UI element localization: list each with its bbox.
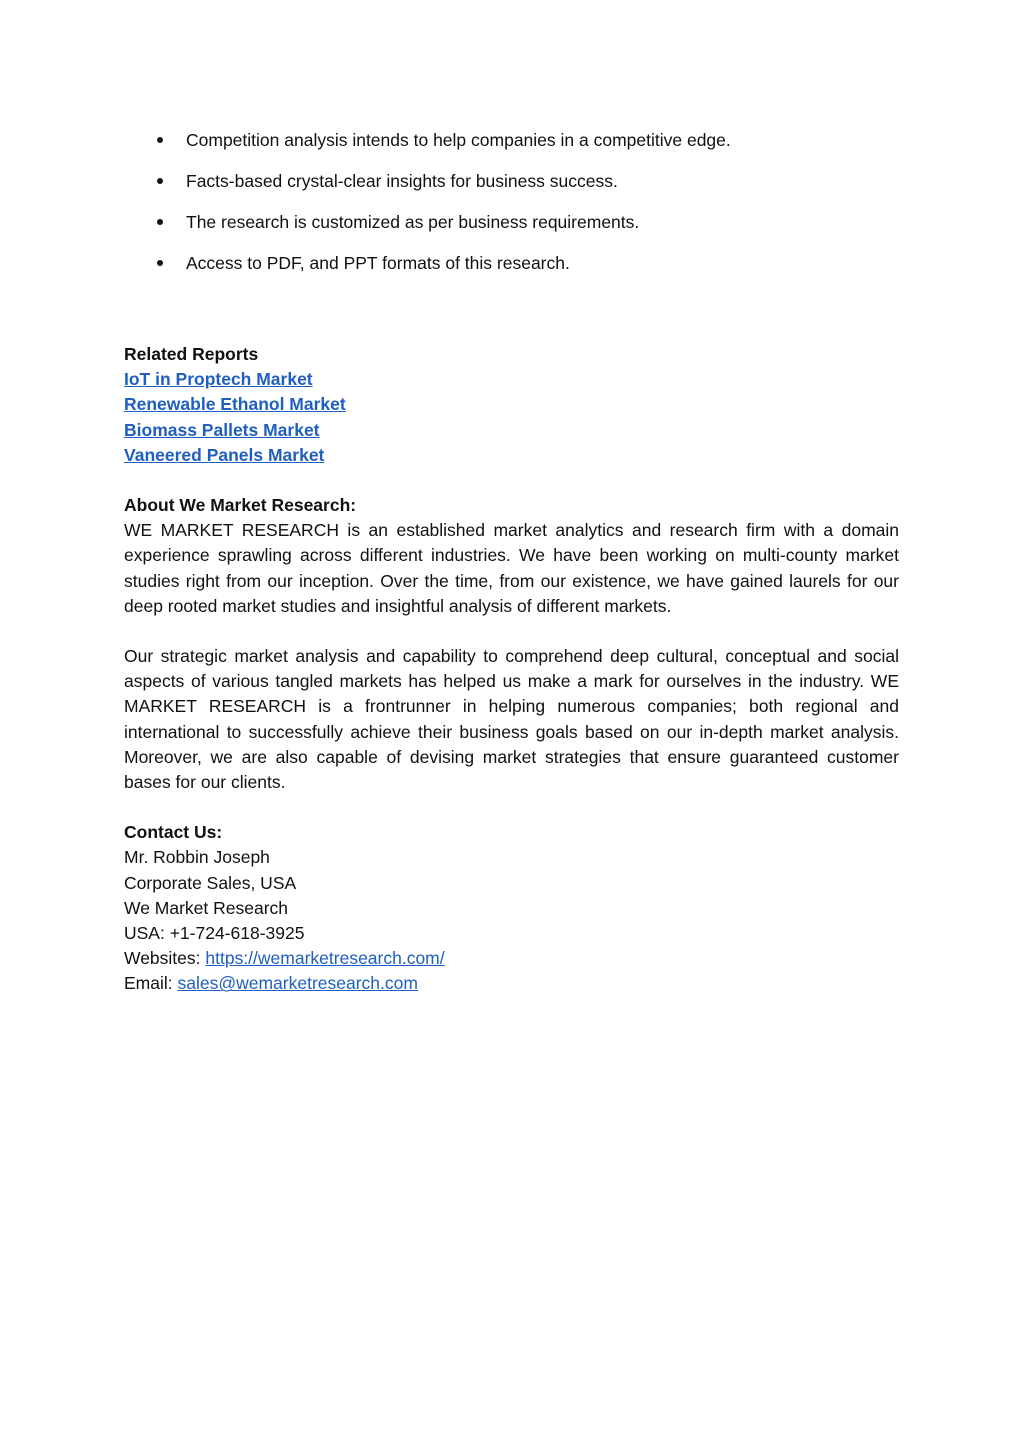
list-item-text: Access to PDF, and PPT formats of this research. [186,253,570,273]
website-link[interactable]: https://wemarketresearch.com/ [205,948,445,969]
email-link[interactable]: sales@wemarketresearch.com [177,973,418,994]
contact-role: Corporate Sales, USA [124,872,297,893]
bullet-icon [157,178,163,184]
list-item [124,243,899,284]
about-heading: About We Market Research: [124,495,357,516]
contact-phone: USA: +1-724-618-3925 [124,923,305,944]
contact-heading: Contact Us: [124,822,223,843]
bullet-icon [157,260,163,266]
list-item-text: Competition analysis intends to help companies in a competitive edge. [186,130,731,150]
related-report-link[interactable]: IoT in Proptech Market [124,369,313,390]
contact-section [124,820,899,996]
related-report-link[interactable]: Renewable Ethanol Market [124,394,346,415]
bullet-icon [157,219,163,225]
email-label: Email: [124,973,178,994]
related-report-link[interactable]: Biomass Pallets Market [124,419,320,440]
about-section [124,493,899,795]
related-reports-heading: Related Reports [124,344,259,364]
contact-website-row [124,946,899,971]
related-reports-section [124,342,899,468]
list-item-text: Facts-based crystal-clear insights for business success. [186,171,618,191]
document-page [124,120,899,997]
list-item [124,161,899,202]
bullet-icon [157,137,163,143]
contact-name: Mr. Robbin Joseph [124,847,270,868]
website-label: Websites: [124,948,206,969]
related-report-link[interactable]: Vaneered Panels Market [124,444,325,465]
about-paragraph: Our strategic market analysis and capability to comprehend deep cultural, conceptual and social aspects of various tangled markets has helped us make a mark for ourselves in the industry. WE MARKET RESEARCH is a frontrunner in helping numerous companies; both regional and international to successfully achieve their business goals based on our in-depth market analysis. Moreover, we are also capable of devising market strategies that ensure guaranteed customer bases for our clients. [124,646,899,793]
list-item [124,202,899,243]
feature-list [124,120,899,284]
list-item-text: The research is customized as per business requirements. [186,212,640,232]
contact-company: We Market Research [124,897,289,918]
about-paragraph: WE MARKET RESEARCH is an established market analytics and research firm with a domain experience sprawling across different industries. We have been working on multi-county market studies right from our inception. Over the time, from our existence, we have gained laurels for our deep rooted market studies and insightful analysis of different markets. [124,520,899,616]
list-item [124,120,899,161]
contact-email-row [124,971,899,996]
